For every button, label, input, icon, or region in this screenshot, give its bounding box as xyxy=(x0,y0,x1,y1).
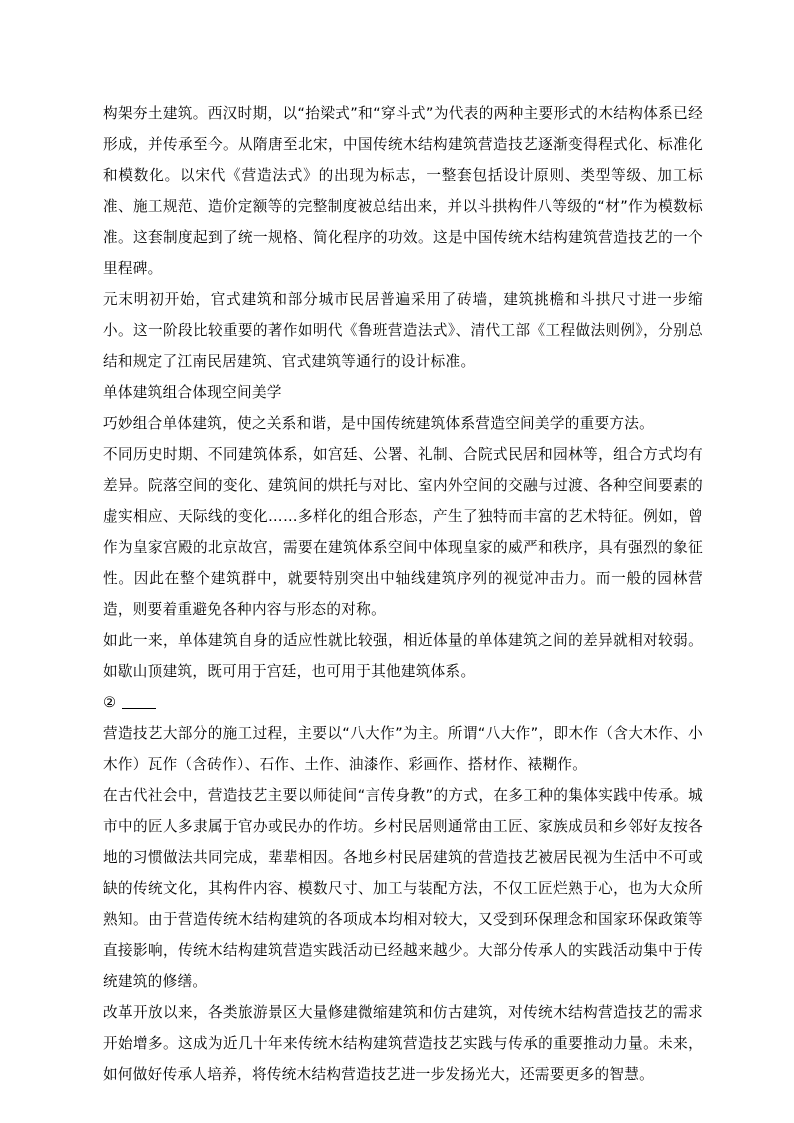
document-body xyxy=(103,98,703,1090)
paragraph-eight-major-works: 营造技艺大部分的施工过程，主要以“八大作”为主。所谓“八大作”，即木作（含大木作、小木作）瓦作（含砖作）、石作、土作、油漆作、彩画作、搭材作、裱糊作。 xyxy=(103,725,703,773)
circled-number-two: ② xyxy=(103,694,117,711)
section-heading-space-aesthetics: 单体建筑组合体现空间美学 xyxy=(103,384,282,401)
fill-in-blank xyxy=(122,694,156,709)
paragraph-ming-qing-period: 元末明初开始，官式建筑和部分城市民居普遍采用了砖墙，建筑挑檐和斗拱尺寸进一步缩小。这一阶段比较重要的著作如明代《鲁班营造法式》、清代工部《工程做法则例》，分别总结和规定了江南民居建筑、官式建筑等通行的设计标准。 xyxy=(103,291,703,370)
paragraph-single-building-adaptability: 如此一来，单体建筑自身的适应性就比较强，相近体量的单体建筑之间的差异就相对较弱。如歇山顶建筑，既可用于宫廷，也可用于其他建筑体系。 xyxy=(103,632,703,680)
paragraph-ancient-inheritance: 在古代社会中，营造技艺主要以师徒间“言传身教”的方式，在多工种的集体实践中传承。城市中的匠人多隶属于官办或民办的作坊。乡村民居则通常由工匠、家族成员和乡邻好友按各地的习惯做法共同完成，辈辈相因。各地乡村民居建筑的营造技艺被居民视为生活中不可或缺的传统文化，其构件内容、模数尺寸、加工与装配方法，不仅工匠烂熟于心，也为大众所熟知。由于营造传统木结构建筑的各项成本均相对较大，又受到环保理念和国家环保政策等直接影响，传统木结构建筑营造实践活动已经越来越少。大部分传承人的实践活动集中于传统建筑的修缮。 xyxy=(103,787,703,990)
section-heading-blank xyxy=(103,687,703,718)
paragraph-combination-method: 巧妙组合单体建筑，使之关系和谐，是中国传统建筑体系营造空间美学的重要方法。 xyxy=(103,415,655,432)
paragraph-combination-styles: 不同历史时期、不同建筑体系，如宫廷、公署、礼制、合院式民居和园林等，组合方式均有差异。院落空间的变化、建筑间的烘托与对比、室内外空间的交融与过渡、各种空间要素的虚实相应、天际线的变化……多样化的组合形态，产生了独特而丰富的艺术特征。例如，曾作为皇家宫殿的北京故宫，需要在建筑体系空间中体现皇家的威严和秩序，具有强烈的象征性。因此在整个建筑群中，就要特别突出中轴线建筑序列的视觉冲击力。而一般的园林营造，则要着重避免各种内容与形态的对称。 xyxy=(103,446,703,618)
paragraph-wood-structure-history: 构架夯土建筑。西汉时期，以“抬梁式”和“穿斗式”为代表的两种主要形式的木结构体系已经形成，并传承至今。从隋唐至北宋，中国传统木结构建筑营造技艺逐渐变得程式化、标准化和模数化。以宋代《营造法式》的出现为标志，一整套包括设计原则、类型等级、加工标准、施工规范、造价定额等的完整制度被总结出来，并以斗拱构件八等级的“材”作为模数标准。这套制度起到了统一规格、简化程序的功效。这是中国传统木结构建筑营造技艺的一个里程碑。 xyxy=(103,105,703,277)
paragraph-reform-era: 改革开放以来，各类旅游景区大量修建微缩建筑和仿古建筑，对传统木结构营造技艺的需求开始增多。这成为近几十年来传统木结构建筑营造技艺实践与传承的重要推动力量。未来，如何做好传承人培养，将传统木结构营造技艺进一步发扬光大，还需要更多的智慧。 xyxy=(103,1004,703,1083)
